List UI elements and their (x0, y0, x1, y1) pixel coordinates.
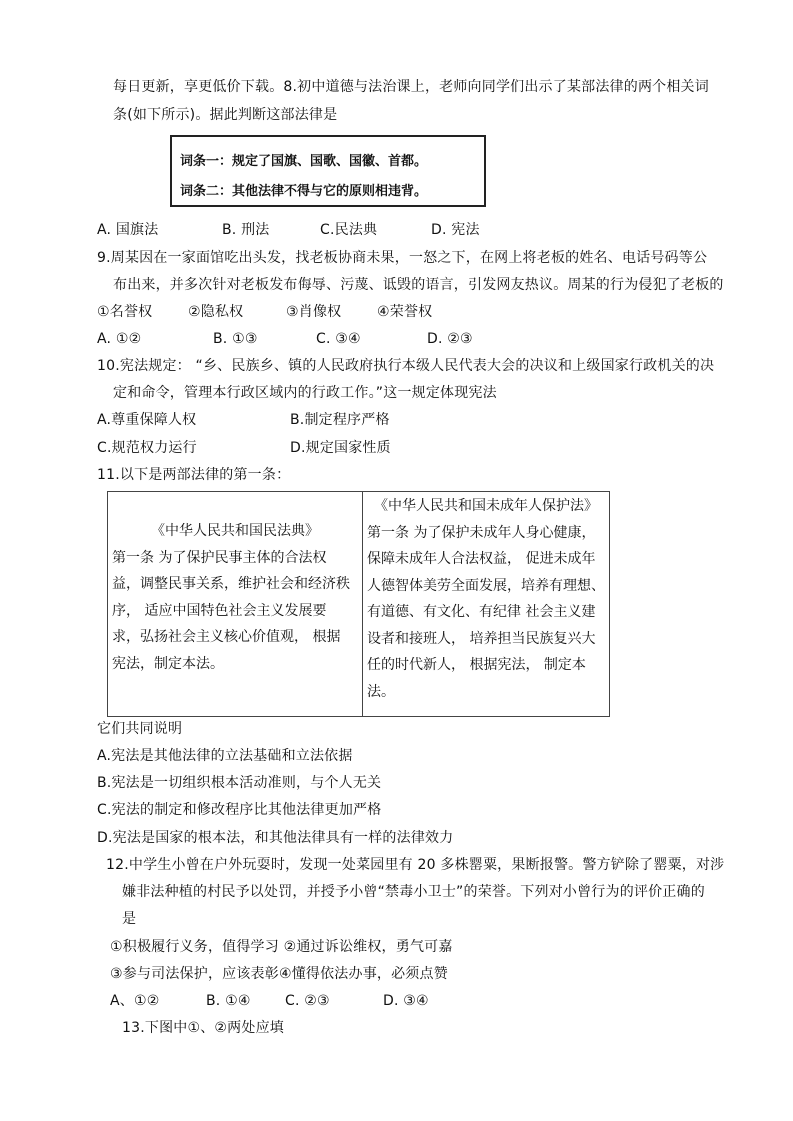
q11-question: 它们共同说明 (97, 721, 183, 737)
q10-option-b: B.制定程序严格 (290, 412, 390, 428)
minor-protection-cell (363, 492, 610, 717)
q9-option-c: C. ③④ (316, 331, 361, 347)
q8-option-b: B. 刑法 (222, 222, 270, 238)
q12-option-d: D. ③④ (383, 993, 429, 1009)
q9-option-b: B. ①③ (213, 331, 258, 347)
q11-option-a: A.宪法是其他法律的立法基础和立法依据 (97, 748, 353, 764)
civil-code-line: 求，弘扬社会主义核心价值观， 根据 (112, 629, 341, 645)
q9-item-4: ④荣誉权 (377, 304, 433, 320)
q8-stem-line2: 条(如下所示)。据此判断这部法律是 (113, 107, 338, 123)
q8-clause-box (170, 135, 486, 207)
q9-option-d: D. ②③ (427, 331, 473, 347)
q12-items-line1: ①积极履行义务，值得学习 ②通过诉讼维权，勇气可嘉 (110, 939, 453, 955)
q9-item-1: ①名誉权 (97, 304, 153, 320)
q10-option-a: A.尊重保障人权 (97, 412, 197, 428)
civil-code-line: 益，调整民事关系，维护社会和经济秩 (112, 576, 350, 592)
civil-code-cell (108, 492, 363, 717)
q9-item-3: ③肖像权 (286, 304, 342, 320)
minor-protection-line: 保障未成年人合法权益， 促进未成年 (367, 551, 596, 567)
q12-option-c: C. ②③ (285, 993, 330, 1009)
q11-option-d: D.宪法是国家的根本法，和其他法律具有一样的法律效力 (97, 830, 454, 846)
q13-stem: 13.下图中①、②两处应填 (122, 1020, 284, 1036)
minor-protection-line: 任的时代新人， 根据宪法， 制定本 (367, 657, 586, 673)
law-comparison-table (107, 491, 610, 717)
civil-code-line: 序， 适应中国特色社会主义发展要 (112, 602, 327, 619)
q11-option-c: C.宪法的制定和修改程序比其他法律更加严格 (97, 802, 382, 818)
q8-option-c: C.民法典 (320, 222, 378, 238)
q8-stem-line1: 每日更新，享更低价下载。8.初中道德与法治课上，老师向同学们出示了某部法律的两个相关词 (113, 79, 709, 95)
q10-option-c: C.规范权力运行 (97, 440, 197, 456)
q9-stem-line1: 9.周某因在一家面馆吃出头发，找老板协商未果，一怒之下，在网上将老板的姓名、电话号码等公 (97, 250, 708, 266)
q10-stem-line1: 10.宪法规定： “乡、民族乡、镇的人民政府执行本级人民代表大会的决议和上级国家行政机关的决 (97, 358, 715, 374)
q12-option-b: B. ①④ (206, 993, 251, 1009)
q12-items-line2: ③参与司法保护，应该表彰④懂得依法办事，必须点赞 (110, 966, 448, 982)
minor-protection-line: 第一条 为了保护未成年人身心健康， (367, 524, 596, 541)
civil-code-title: 《中华人民共和国民法典》 (151, 523, 319, 539)
minor-protection-line: 人德智体美劳全面发展，培养有理想、 (367, 577, 605, 594)
civil-code-line: 宪法，制定本法。 (112, 655, 224, 672)
civil-code-line: 第一条 为了保护民事主体的合法权 (112, 549, 327, 566)
q9-option-a: A. ①② (97, 331, 142, 347)
minor-protection-line: 有道德、有文化、有纪律 社会主义建 (367, 604, 596, 620)
q9-item-2: ②隐私权 (188, 304, 244, 320)
q11-stem: 11.以下是两部法律的第一条： (97, 467, 291, 483)
q8-clause-2: 词条二：其他法律不得与它的原则相违背。 (180, 184, 428, 199)
q9-stem-line2: 布出来，并多次针对老板发布侮辱、污蔑、诋毁的语言，引发网友热议。周某的行为侵犯了老板的 (113, 277, 724, 293)
q11-option-b: B.宪法是一切组织根本活动准则，与个人无关 (97, 775, 382, 791)
q10-stem-line2: 定和命令，管理本行政区域内的行政工作。”这一规定体现宪法 (113, 385, 497, 401)
q8-option-a: A. 国旗法 (97, 222, 159, 238)
minor-protection-line: 设者和接班人， 培养担当民族复兴大 (367, 630, 596, 647)
minor-protection-line: 法。 (367, 683, 395, 700)
q12-option-a: A、①② (110, 993, 160, 1009)
q12-stem-line1: 12.中学生小曾在户外玩耍时，发现一处菜园里有 20 多株罂粟，果断报警。警方铲除了罂粟，对涉 (106, 857, 725, 873)
q8-clause-1: 词条一：规定了国旗、国歌、国徽、首都。 (180, 154, 428, 169)
q12-stem-line3: 是 (122, 911, 137, 927)
minor-protection-title: 《中华人民共和国未成年人保护法》 (374, 498, 598, 514)
q12-stem-line2: 嫌非法种植的村民予以处罚，并授予小曾“禁毒小卫士”的荣誉。下列对小曾行为的评价正确的 (122, 884, 705, 900)
q10-option-d: D.规定国家性质 (290, 440, 391, 456)
q8-option-d: D. 宪法 (431, 222, 480, 238)
